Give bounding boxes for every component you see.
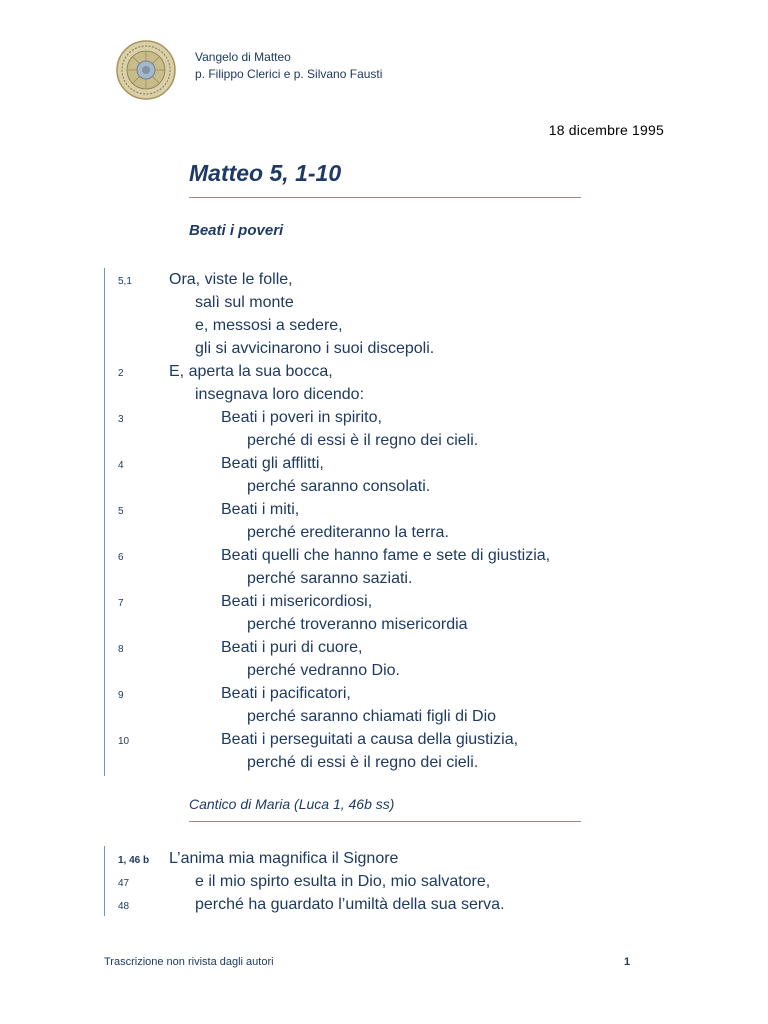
verse-text: perché troveranno misericordia [247,616,468,633]
verse-line [0,477,768,500]
verse-number: 3 [118,414,124,425]
verse-text: salì sul monte [195,294,294,311]
verse-text: E, aperta la sua bocca, [169,363,333,380]
verse-line [0,615,768,638]
verse-line [0,872,768,895]
verse-line [0,500,768,523]
date: 18 dicembre 1995 [548,122,664,138]
verse-text: Beati i perseguitati a causa della giustizia, [221,731,519,748]
verse-text: Ora, viste le folle, [169,271,293,288]
verse-line [0,895,768,918]
verse-line [0,362,768,385]
verse-line [0,431,768,454]
verse-number: 5 [118,506,124,517]
verse-number: 47 [118,878,130,889]
verse-line [0,707,768,730]
verse-text: Beati i misericordiosi, [221,593,373,610]
verse-text: insegnava loro dicendo: [195,386,365,403]
page-title: Matteo 5, 1-10 [189,160,342,186]
section-2-title: Cantico di Maria (Luca 1, 46b ss) [189,796,395,812]
verse-text: perché saranno saziati. [247,570,413,587]
verse-text: Beati quelli che hanno fame e sete di giustizia, [221,547,551,564]
verse-line [0,730,768,753]
verse-line [0,293,768,316]
verse-number: 6 [118,552,124,563]
verse-number: 10 [118,736,130,747]
verse-line [0,569,768,592]
section-subtitle: Beati i poveri [189,222,284,239]
verse-line [0,523,768,546]
verse-line [0,849,768,872]
verse-text: e il mio spirto esulta in Dio, mio salvatore, [195,873,491,890]
verse-line [0,638,768,661]
verse-line [0,270,768,293]
footer-note: Trascrizione non rivista dagli autori [104,956,274,968]
verse-text: perché erediteranno la terra. [247,524,449,541]
page-number: 1 [624,956,631,968]
verse-number: 8 [118,644,124,655]
verse-text: e, messosi a sedere, [195,317,343,334]
verse-text: perché saranno consolati. [247,478,431,495]
verse-line [0,408,768,431]
verse-text: Beati gli afflitti, [221,455,324,472]
header-line-1: Vangelo di Matteo [195,50,291,64]
verse-line [0,339,768,362]
section-2-underline [189,821,581,822]
verse-text: Beati i pacificatori, [221,685,351,702]
verse-line [0,753,768,776]
verse-number: 48 [118,901,130,912]
verse-text: Beati i puri di cuore, [221,639,363,656]
verse-number: 4 [118,460,124,471]
verse-text: perché di essi è il regno dei cieli. [247,432,479,449]
verse-line [0,454,768,477]
verse-number: 7 [118,598,124,609]
verse-text: perché ha guardato l’umiltà della sua serva. [195,896,505,913]
verse-text: perché saranno chiamati figli di Dio [247,708,497,725]
verse-text: L’anima mia magnifica il Signore [169,850,399,867]
verse-line [0,316,768,339]
verse-text: perché di essi è il regno dei cieli. [247,754,479,771]
seal-icon [116,40,176,100]
verse-text: Beati i miti, [221,501,300,518]
verse-text: gli si avvicinarono i suoi discepoli. [195,340,435,357]
verse-text: Beati i poveri in spirito, [221,409,382,426]
verse-line [0,661,768,684]
verse-line [0,385,768,408]
verse-text: perché vedranno Dio. [247,662,400,679]
header-line-2: p. Filippo Clerici e p. Silvano Fausti [195,67,383,81]
verse-line [0,684,768,707]
verse-number: 1, 46 b [118,855,150,866]
document-header [195,49,382,83]
verse-number: 5,1 [118,276,132,287]
title-underline [189,197,581,198]
verse-line [0,592,768,615]
verse-number: 2 [118,368,124,379]
verse-number: 9 [118,690,124,701]
verse-line [0,546,768,569]
